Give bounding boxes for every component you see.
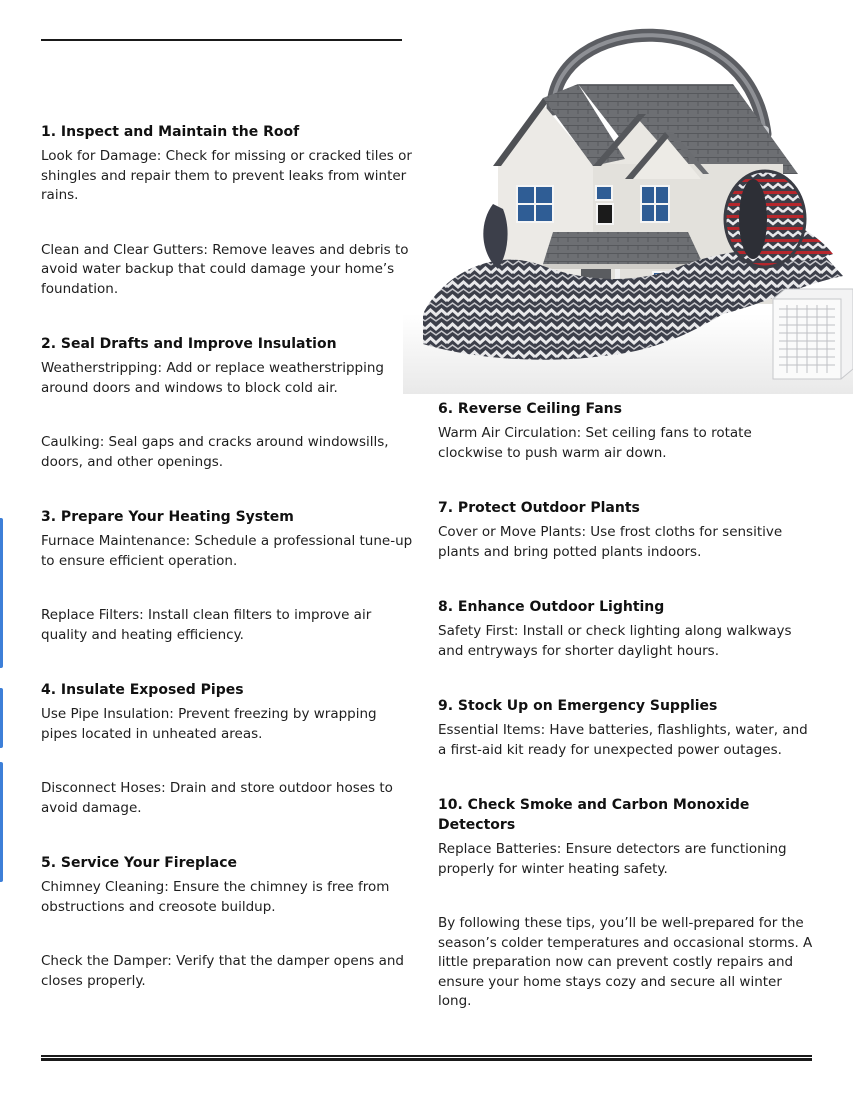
left-column: [41, 122, 413, 991]
tip-paragraph: Weatherstripping: Add or replace weatherstripping around doors and windows to block cold air.: [41, 360, 384, 396]
tip-paragraph: Safety First: Install or check lighting along walkways and entryways for shorter daylight hours.: [438, 623, 792, 659]
tip-section: [438, 399, 816, 463]
tip-paragraph: Clean and Clear Gutters: Remove leaves and debris to avoid water backup that could damage your home’s foundation.: [41, 241, 409, 297]
section-heading: 7. Protect Outdoor Plants: [438, 500, 640, 516]
tip-paragraph: Disconnect Hoses: Drain and store outdoor hoses to avoid damage.: [41, 780, 393, 816]
bottom-divider: [41, 1055, 812, 1061]
house-earmuffs-illustration: [403, 14, 853, 394]
section-heading: 9. Stock Up on Emergency Supplies: [438, 698, 718, 714]
tip-paragraph: Replace Batteries: Ensure detectors are functioning properly for winter heating safety.: [438, 841, 787, 877]
section-heading: 2. Seal Drafts and Improve Insulation: [41, 336, 337, 352]
tip-section: [438, 795, 816, 879]
tip-paragraph: Check the Damper: Verify that the damper opens and closes properly.: [41, 953, 404, 989]
page-edge-marker: [0, 688, 3, 748]
tip-paragraph: Look for Damage: Check for missing or cracked tiles or shingles and repair them to prevent leaks from winter rains.: [41, 148, 412, 203]
tip-paragraph: Warm Air Circulation: Set ceiling fans to rotate clockwise to push warm air down.: [438, 425, 752, 461]
tip-paragraph: Caulking: Seal gaps and cracks around windowsills, doors, and other openings.: [41, 434, 389, 470]
tip-section: [41, 680, 413, 818]
section-heading: 5. Service Your Fireplace: [41, 855, 238, 871]
section-heading: 8. Enhance Outdoor Lighting: [438, 599, 665, 615]
section-heading: 3. Prepare Your Heating System: [41, 509, 294, 525]
section-heading: 4. Insulate Exposed Pipes: [41, 682, 244, 698]
tip-paragraph: Replace Filters: Install clean filters to improve air quality and heating efficiency.: [41, 607, 372, 643]
tip-section: [438, 696, 816, 760]
page-edge-marker: [0, 518, 3, 668]
tip-section: [41, 334, 413, 472]
tip-paragraph: Essential Items: Have batteries, flashlights, water, and a first-aid kit ready for unexpected power outages.: [438, 722, 808, 758]
tip-section: [41, 853, 413, 991]
section-heading: 1. Inspect and Maintain the Roof: [41, 124, 300, 140]
page-edge-marker: [0, 762, 3, 882]
ac-unit: [773, 289, 853, 379]
tip-section: [438, 498, 816, 562]
section-heading: 6. Reverse Ceiling Fans: [438, 401, 622, 417]
right-column: [438, 399, 816, 1012]
section-heading: 10. Check Smoke and Carbon Monoxide Detectors: [438, 797, 750, 833]
tip-paragraph: Chimney Cleaning: Ensure the chimney is free from obstructions and creosote buildup.: [41, 879, 390, 915]
tip-paragraph: Cover or Move Plants: Use frost cloths for sensitive plants and bring potted plants indoors.: [438, 524, 783, 560]
top-divider: [41, 39, 402, 41]
tip-section: [438, 597, 816, 661]
tip-paragraph: Furnace Maintenance: Schedule a professional tune-up to ensure efficient operation.: [41, 533, 413, 569]
tip-section: [41, 507, 413, 645]
closing-paragraph: By following these tips, you’ll be well-prepared for the season’s colder temperatures and occasional storms. A little preparation now can prevent costly repairs and ensure your home stays cozy and secure all winter long.: [438, 915, 813, 1009]
tip-section: [41, 122, 413, 299]
tip-paragraph: Use Pipe Insulation: Prevent freezing by wrapping pipes located in unheated areas.: [41, 706, 377, 742]
